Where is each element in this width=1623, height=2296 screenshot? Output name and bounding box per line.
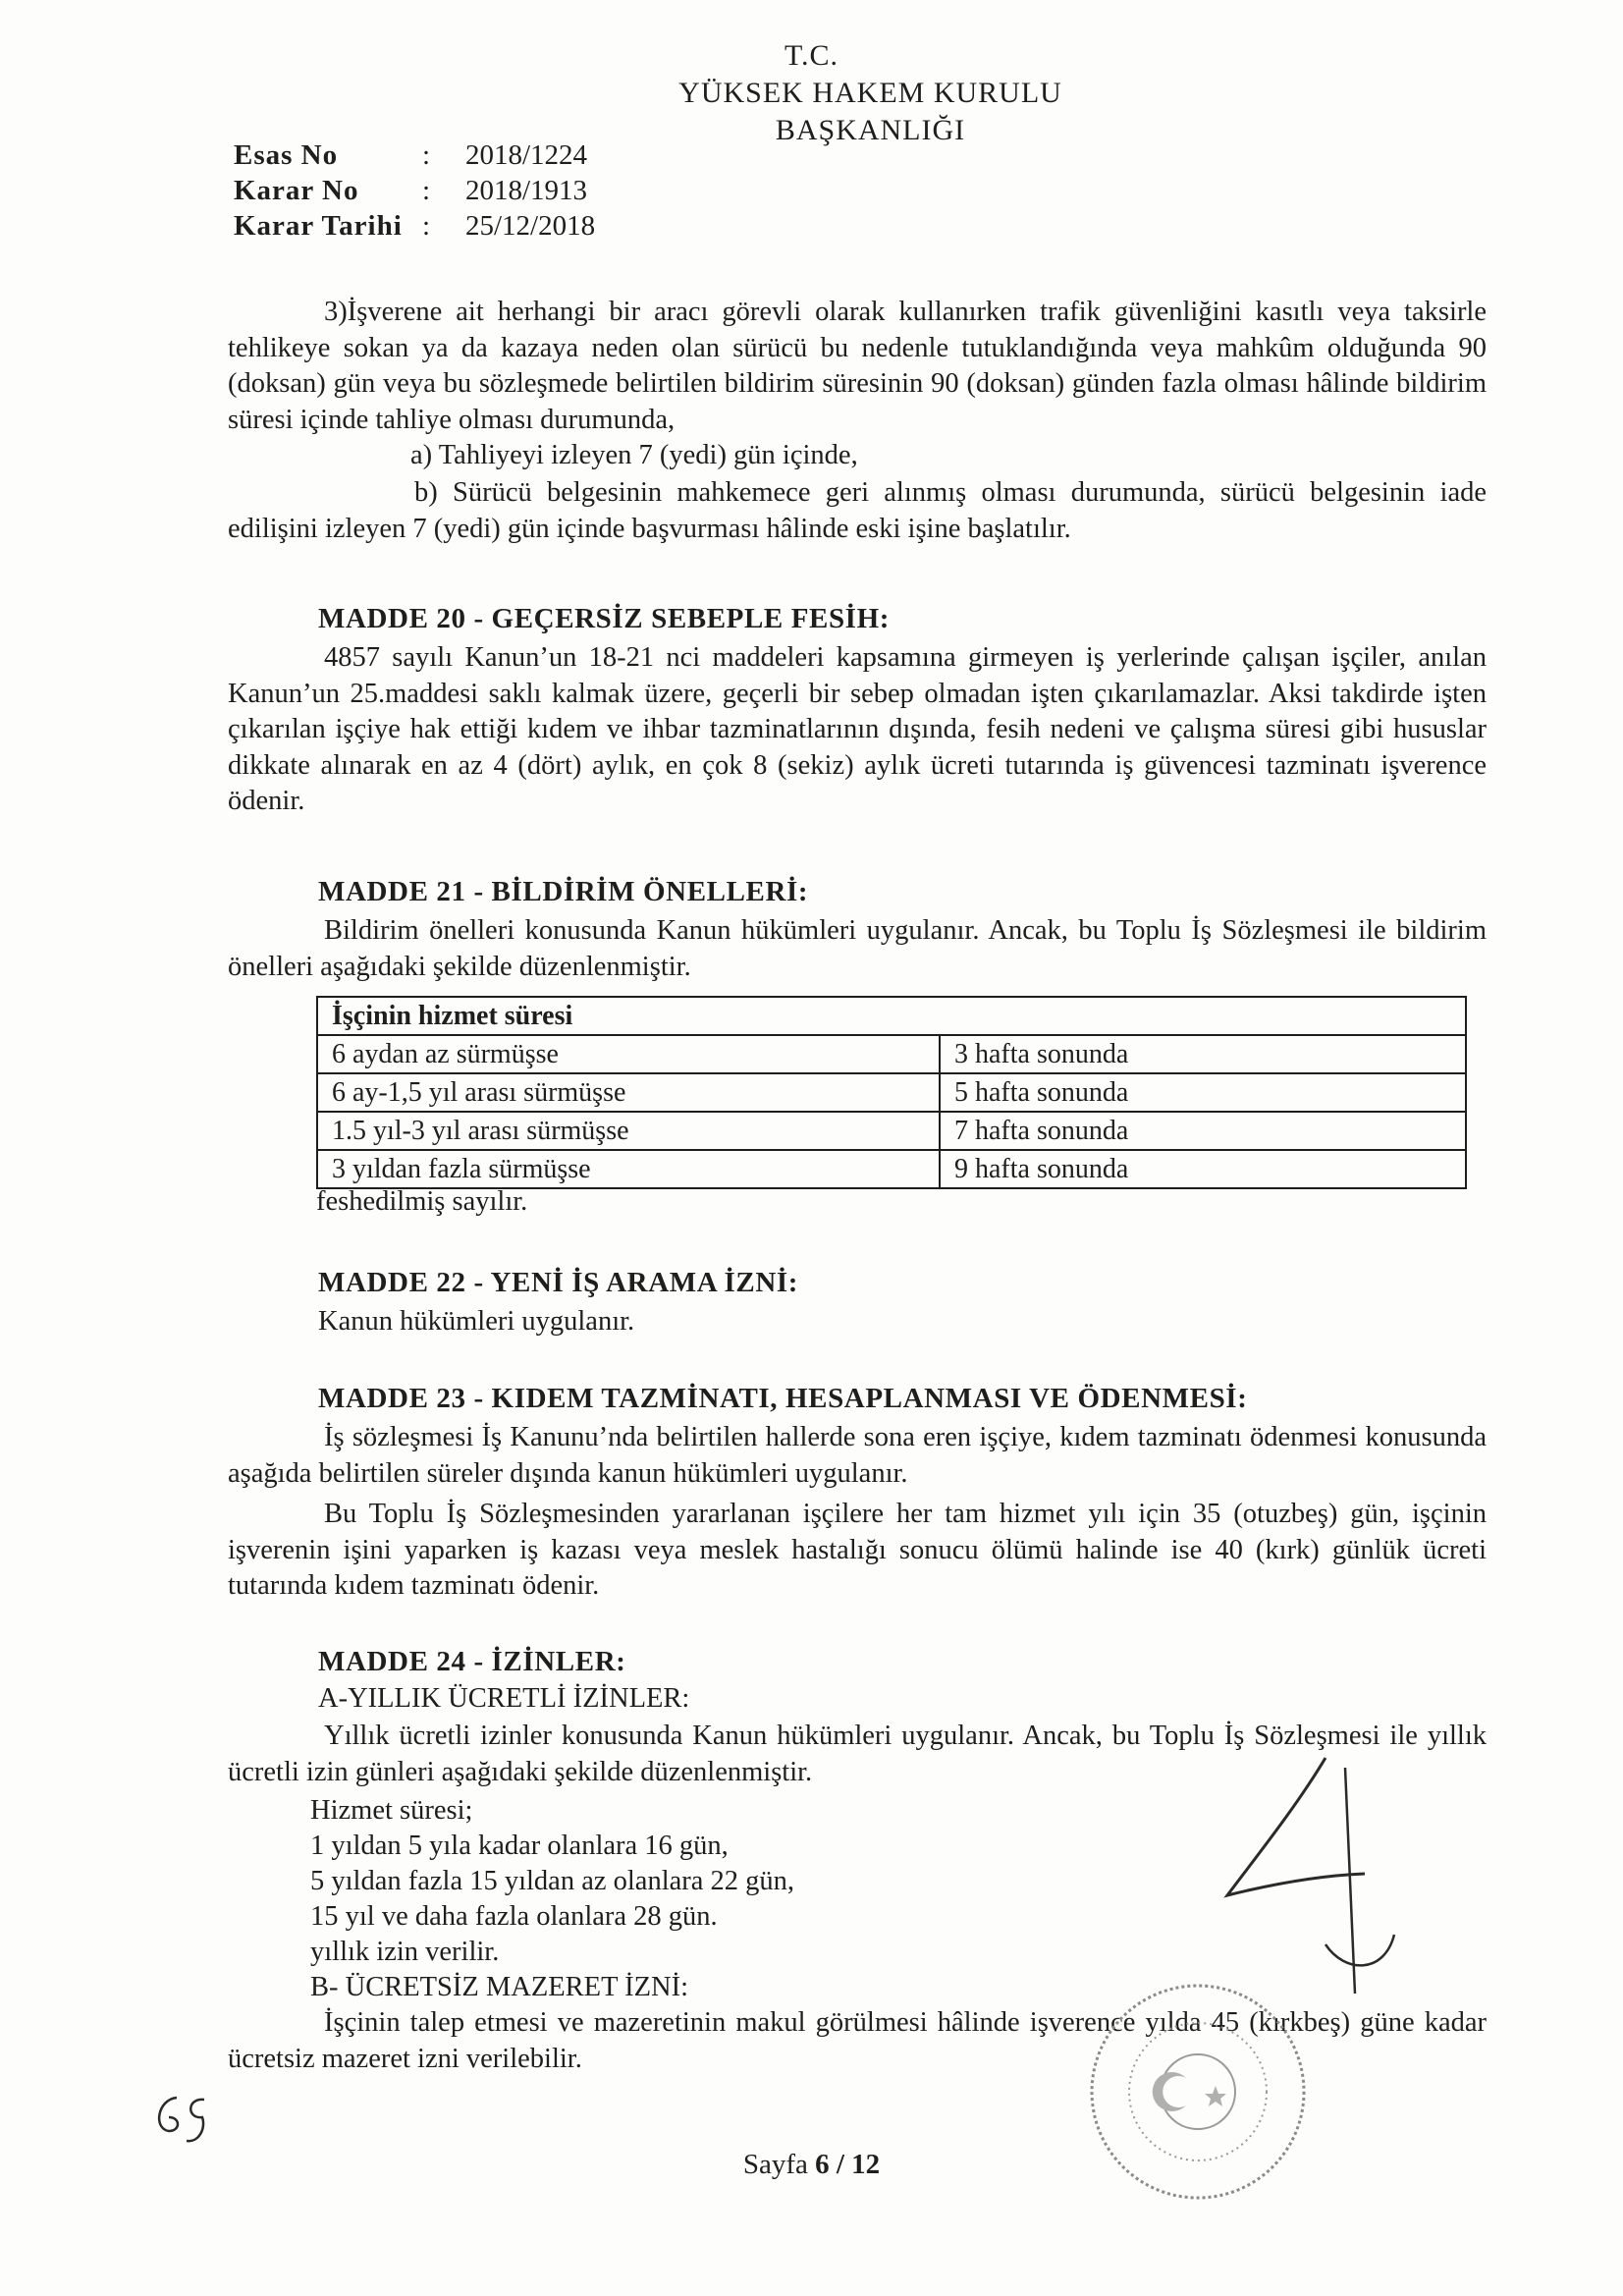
article-23-title: MADDE 23 - KIDEM TAZMİNATI, HESAPLANMASI VE ÖDENMESİ: <box>318 1383 1248 1414</box>
intro-paragraph: 3)İşverene ait herhangi bir aracı görevli olarak kullanırken trafik güvenliğini kasıtlı veya taksirle tehlikeye sokan ya da kazaya neden olan sürücü bu nedenle tutuklandığında veya mahkûm olduğunda 90 (doksan) gün veya bu sözleşmede belirtilen bildirim süresinin 90 (doksan) günden fazla olması hâlinde bildirim süresi içinde tahliye olması durumunda, <box>228 297 1487 435</box>
meta-value: 25/12/2018 <box>465 210 596 242</box>
intro-item-a: a) Tahliyeyi izleyen 7 (yedi) gün içinde, <box>410 440 858 470</box>
header-institution: YÜKSEK HAKEM KURULU <box>678 77 1062 109</box>
page-number <box>0 2149 1623 2181</box>
official-seal-stamp <box>1080 1974 1316 2210</box>
service-list-item: 5 yıldan fazla 15 yıldan az olanlara 22 gün, <box>310 1866 795 1896</box>
page-number-value: 6 / 12 <box>815 2149 881 2180</box>
article-21-body: Bildirim önelleri konusunda Kanun hükümleri uygulanır. Ancak, bu Toplu İş Sözleşmesi ile bildirim önelleri aşağıdaki şekilde düzenlenmiştir. <box>228 915 1487 982</box>
meta-sep: : <box>422 139 431 171</box>
handwritten-page-mark <box>147 2090 216 2149</box>
article-22-body: Kanun hükümleri uygulanır. <box>318 1306 635 1337</box>
service-cell: 1.5 yıl-3 yıl arası sürmüşse <box>317 1112 940 1150</box>
article-24-title: MADDE 24 - İZİNLER: <box>318 1646 626 1677</box>
article-24-sub-a: A-YILLIK ÜCRETLİ İZİNLER: <box>318 1683 690 1714</box>
header-presidency: BAŞKANLIĞI <box>775 114 966 146</box>
article-20-title: MADDE 20 - GEÇERSİZ SEBEPLE FESİH: <box>318 603 890 634</box>
article-23-paragraph-1: İş sözleşmesi İş Kanunu’nda belirtilen hallerde sona eren işçiye, kıdem tazminatı ödenmesi konusunda aşağıda belirtilen süreler dışında kanun hükümleri uygulanır. <box>228 1422 1487 1489</box>
meta-key: Karar No <box>234 175 359 206</box>
meta-value: 2018/1913 <box>465 175 588 206</box>
article-24-sub-b: B- ÜCRETSİZ MAZERET İZNİ: <box>310 1972 688 2002</box>
meta-row-karar <box>234 173 595 208</box>
notice-cell: 3 hafta sonunda <box>940 1035 1466 1073</box>
meta-row-tarih <box>234 208 595 244</box>
article-24-paragraph-2: İşçinin talep etmesi ve mazeretinin makul görülmesi hâlinde işverence yılda 45 (kırkbeş) güne kadar ücretsiz mazeret izni verilebilir. <box>228 2007 1487 2074</box>
header-tc: T.C. <box>784 39 839 72</box>
notice-cell: 9 hafta sonunda <box>940 1150 1466 1188</box>
service-cell: 3 yıldan fazla sürmüşse <box>317 1150 940 1188</box>
meta-sep: : <box>422 175 431 206</box>
service-cell: 6 ay-1,5 yıl arası sürmüşse <box>317 1073 940 1112</box>
article-21-after: feshedilmiş sayılır. <box>316 1186 528 1217</box>
article-22-title: MADDE 22 - YENİ İŞ ARAMA İZNİ: <box>318 1267 799 1298</box>
notice-period-table <box>316 996 1467 1189</box>
table-row <box>317 1150 1466 1188</box>
article-23-paragraph-2: Bu Toplu İş Sözleşmesinden yararlanan işçilere her tam hizmet yılı için 35 (otuzbeş) gün, işçinin işverenin işini yaparken iş kazası veya meslek hastalığı sonucu ölümü halinde ise 40 (kırk) günlük ücreti tutarında kıdem tazminatı ödenir. <box>228 1499 1487 1601</box>
table-row <box>317 1112 1466 1150</box>
intro-item-b: b) Sürücü belgesinin mahkemece geri alınmış olması durumunda, sürücü belgesinin iade edilişini izleyen 7 (yedi) gün içinde başvurması hâlinde eski işine başlatılır. <box>228 477 1487 544</box>
table-header-cell: İşçinin hizmet süresi <box>317 997 1466 1035</box>
service-list-item: 1 yıldan 5 yıla kadar olanlara 16 gün, <box>310 1831 729 1861</box>
article-20-body: 4857 sayılı Kanun’un 18-21 nci maddeleri kapsamına girmeyen iş yerlerinde çalışan işçiler, anılan Kanun’un 25.maddesi saklı kalmak üzere, geçerli bir sebep olmadan işten çıkarılamazlar. Aksi takdirde işten çıkarılan işçiye hak ettiği kıdem ve ihbar tazminatlarının dışında, fesih nedeni ve çalışma süresi gibi hususlar dikkate alınarak en az 4 (dört) aylık, en çok 8 (sekiz) aylık ücreti tutarında iş güvencesi tazminatı işverence ödenir. <box>228 642 1487 816</box>
service-list-item: 15 yıl ve daha fazla olanlara 28 gün. <box>310 1901 718 1932</box>
notice-cell: 5 hafta sonunda <box>940 1073 1466 1112</box>
service-list-title: Hizmet süresi; <box>310 1795 473 1826</box>
article-24-paragraph-1: Yıllık ücretli izinler konusunda Kanun hükümleri uygulanır. Ancak, bu Toplu İş Sözleşmesi ile yıllık ücretli izin günleri aşağıdaki şekilde düzenlenmiştir. <box>228 1721 1487 1787</box>
service-list-end: yıllık izin verilir. <box>310 1937 500 1967</box>
meta-key: Karar Tarihi <box>234 210 403 242</box>
signature-image <box>1208 1748 1404 2003</box>
table-row <box>317 1073 1466 1112</box>
notice-cell: 7 hafta sonunda <box>940 1112 1466 1150</box>
table-header-row <box>317 997 1466 1035</box>
meta-sep: : <box>422 210 431 242</box>
service-cell: 6 aydan az sürmüşse <box>317 1035 940 1073</box>
article-21-title: MADDE 21 - BİLDİRİM ÖNELLERİ: <box>318 876 809 907</box>
meta-value: 2018/1224 <box>465 139 588 171</box>
meta-row-esas <box>234 137 595 173</box>
case-meta <box>234 137 595 244</box>
meta-key: Esas No <box>234 139 339 171</box>
table-row <box>317 1035 1466 1073</box>
page-number-prefix: Sayfa <box>742 2149 816 2180</box>
